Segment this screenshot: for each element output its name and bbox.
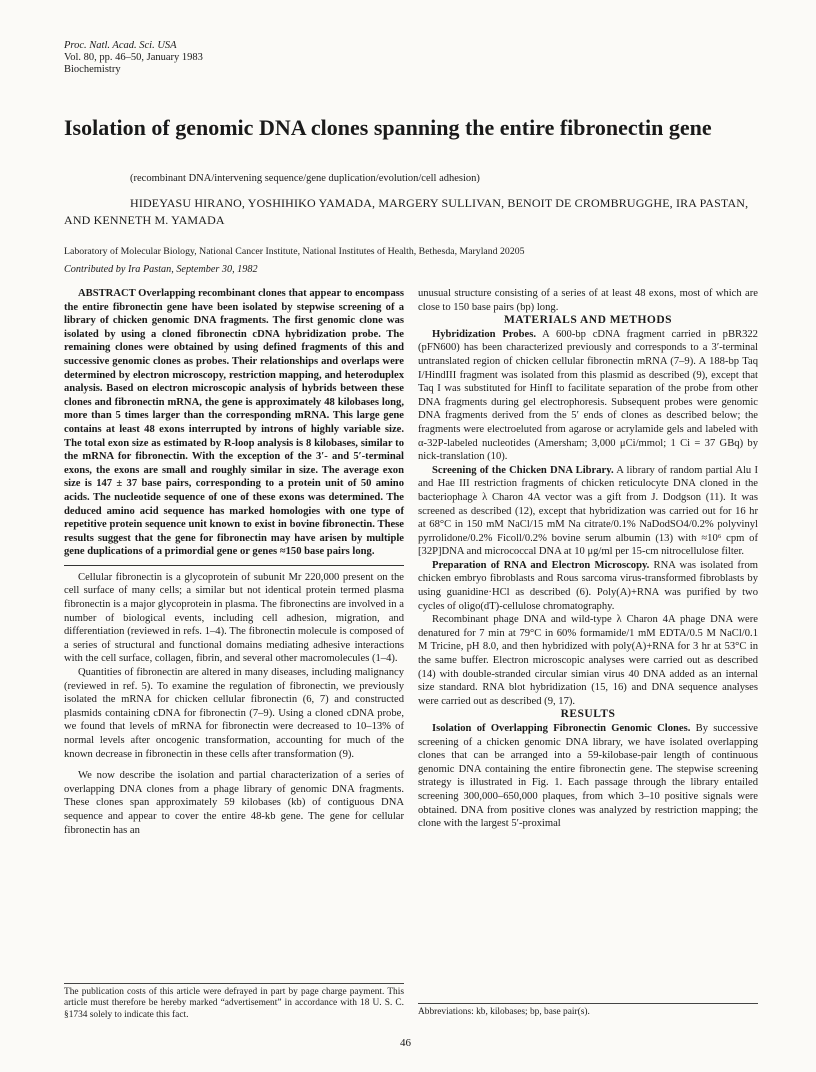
right-column <box>418 287 758 831</box>
methods-heading: MATERIALS AND METHODS <box>503 314 673 327</box>
intro-paragraph-2: Quantities of fibronectin are altered in many diseases, including malignancy (reviewed in ref. 5). To examine the regulation of fibronectin, we previously isolated the mRNA for chicken cellular fibronectin (6, 7) and constructed plasmids containing cDNA for fibronectin (7–9). Using a cloned cDNA probe, we found that levels of mRNA for fibronectin were decreased to 10–13% of normal levels after oncogenic transformation, accounting for much of the known decrease in fibronectin in these cells after transformation (9). <box>64 667 404 760</box>
rna-subheading: Preparation of RNA and Electron Microscopy. <box>432 559 650 571</box>
isolation-paragraph <box>418 722 758 831</box>
affiliation: Laboratory of Molecular Biology, National Cancer Institute, National Institutes of Health, Bethesda, Maryland 20205 <box>64 246 525 257</box>
intro-paragraph-3: We now describe the isolation and partial characterization of a series of overlapping DNA clones from a phage library of genomic DNA fragments. These clones span approximately 59 kilobases (kb) of contiguous DNA sequence and appear to cover the entire 48-kb gene. The gene for cellular fibronectin has an <box>64 770 404 836</box>
journal-header <box>64 40 203 76</box>
page-number: 46 <box>400 1037 411 1049</box>
abbreviations-footnote: Abbreviations: kb, kilobases; bp, base pair(s). <box>418 1003 758 1018</box>
abstract-text: ABSTRACT Overlapping recombinant clones that appear to encompass the entire fibronectin gene have been isolated by stepwise screening of a library of chicken genomic DNA fragments. The first genomic clone was isolated by using a cloned fibronectin cDNA hybridization probe. The remaining clones were obtained by using defined fragments of this and successive genomic clones as probes. Their relationships and overlaps were determined by electron microscopy, restriction mapping, and heteroduplex analysis. Based on electron microscopic analysis of hybrids between these clones and fibronectin mRNA, the gene is approximately 48 kilobases long, more than 5 times larger than the corresponding mRNA. This large gene contains at least 48 exons interrupted by introns of highly variable size. The total exon size as estimated by R-loop analysis is 8 kilobases, similar to the mRNA for fibronectin. With the exception of the 3′- and 5′-terminal exons, the exons are small and roughly similar in size. The average exon size is 147 ± 37 base pairs, corresponding to a protein unit of 50 amino acids. The nucleotide sequence of one of these exons was determined. The deduced amino acid sequence has marked homologies with one type of repetitive protein sequence unit known to exist in bovine fibronectin. These results suggest that the gene for fibronectin may have arisen by multiple gene duplications of a primordial gene or genes ≈150 base pairs long. <box>64 288 404 558</box>
journal-name: Proc. Natl. Acad. Sci. USA <box>64 40 177 51</box>
results-heading: RESULTS <box>560 708 616 721</box>
article-title: Isolation of genomic DNA clones spanning the entire fibronectin gene <box>64 115 712 140</box>
keywords: (recombinant DNA/intervening sequence/gene duplication/evolution/cell adhesion) <box>130 173 480 184</box>
screening-text: A library of random partial Alu I and Hae III restriction fragments of chicken reticulocyte DNA cloned in the bacteriophage λ Charon 4A vector was a gift from J. Dodgson (11). It was screened as described (12), except that hybridization was carried out for 16 hr at 68°C in 150 mM NaCl/15 mM Na citrate/0.1% NaDodSO4/0.2% polyvinyl pyrrolidone/0.2% Ficoll/0.2% bovine serum albumin (13) with ≈10⁶ cpm of [32P]DNA and micrococcal DNA at 10 μg/ml per 15-cm nitrocellulose filter. <box>418 464 758 558</box>
isolation-subheading: Isolation of Overlapping Fibronectin Genomic Clones. <box>432 723 691 734</box>
abstract <box>64 287 404 559</box>
abstract-divider <box>64 565 404 566</box>
recombinant-paragraph: Recombinant phage DNA and wild-type λ Charon 4A phage DNA were denatured for 7 min at 79°C in 60% formamide/1 mM EDTA/0.5 M NaCl/0.1 M Tricine, pH 8.0, and then hybridized with poly(A)+RNA for 3 hr at 53°C in the same buffer. Electron microscopic analyses were carried out as described (14) with double-stranded circular simian virus 40 DNA added as an internal size standard. RNA blot hybridization (15, 16) and DNA sequence analyses were carried out as described (9, 17). <box>418 614 758 707</box>
screening-subheading: Screening of the Chicken DNA Library. <box>432 464 614 476</box>
rna-paragraph <box>418 559 758 613</box>
intro-continuation: unusual structure consisting of a series of at least 48 exons, most of which are close to 150 base pairs (bp) long. <box>418 288 758 313</box>
journal-section: Biochemistry <box>64 64 121 75</box>
isolation-text: By successive screening of a chicken genomic DNA library, we have isolated overlapping clones that can be arranged into a 59-kilobase-pair length of continuous genomic DNA containing the entire fibronectin gene. The stepwise screening strategy is illustrated in Fig. 1. Each passage through the library entailed screening 300,000–650,000 plaques, from which 3–10 positive signals were obtained. DNA from positive clones was analyzed by restriction mapping; the clone with the largest 5′-proximal <box>418 723 759 830</box>
left-column <box>64 287 404 837</box>
probes-subheading: Hybridization Probes. <box>432 328 536 340</box>
journal-volume: Vol. 80, pp. 46–50, January 1983 <box>64 52 203 63</box>
contributed-by: Contributed by Ira Pastan, September 30, 1982 <box>64 264 258 275</box>
rna-text: RNA was isolated from chicken embryo fibroblasts and Rous sarcoma virus-transformed fibroblasts by using guanidine·HCl as described (6). Poly(A)+RNA was purified by two cycles of oligo(dT)-cellulose chromatography. <box>418 559 758 612</box>
intro-paragraph-1: Cellular fibronectin is a glycoprotein of subunit Mr 220,000 present on the cell surface of many cells; a similar but not identical protein termed plasma fibronectin is a major glycoprotein in plasma. The fibronectins are involved in a number of biological events, including cell adhesion, migration, and differentiation (reviewed in refs. 1–4). The fibronectin molecule is composed of a series of structural and functional domains mediating adhesive interactions with the cell surface, collagen, fibrin, and several other macromolecules (1–4). <box>64 571 404 665</box>
screening-paragraph <box>418 464 758 559</box>
authors: HIDEYASU HIRANO, YOSHIHIKO YAMADA, MARGERY SULLIVAN, BENOIT DE CROMBRUGGHE, IRA PASTAN, AND KENNETH M. YAMADA <box>64 196 749 227</box>
probes-text: A 600-bp cDNA fragment carried in pBR322 (pFN600) has been characterized previously and corresponds to a 3′-terminal untranslated region of chicken cellular fibronectin mRNA (7–9). A 188-bp Taq I/HindIII fragment was isolated from this plasmid as described (9), except that Taq I was substituted for HinfI to facilitate separation of the probe from other DNA fragments during gel electrophoresis. Subsequent probes were genomic DNA fragments derived from the 5′ ends of clones as described below; the fragments were electroeluted from agarose or acrylamide gels and labeled with α-32P-labeled nucleotides (Amersham; 3,000 μCi/mmol; 1 Ci = 37 GBq) by nick-translation (10). <box>418 328 758 463</box>
publication-cost-footnote: The publication costs of this article were defrayed in part by page charge payment. This article must therefore be hereby marked “advertisement” in accordance with 18 U. S. C. §1734 solely to indicate this fact. <box>64 983 404 1021</box>
probes-paragraph <box>418 328 758 464</box>
